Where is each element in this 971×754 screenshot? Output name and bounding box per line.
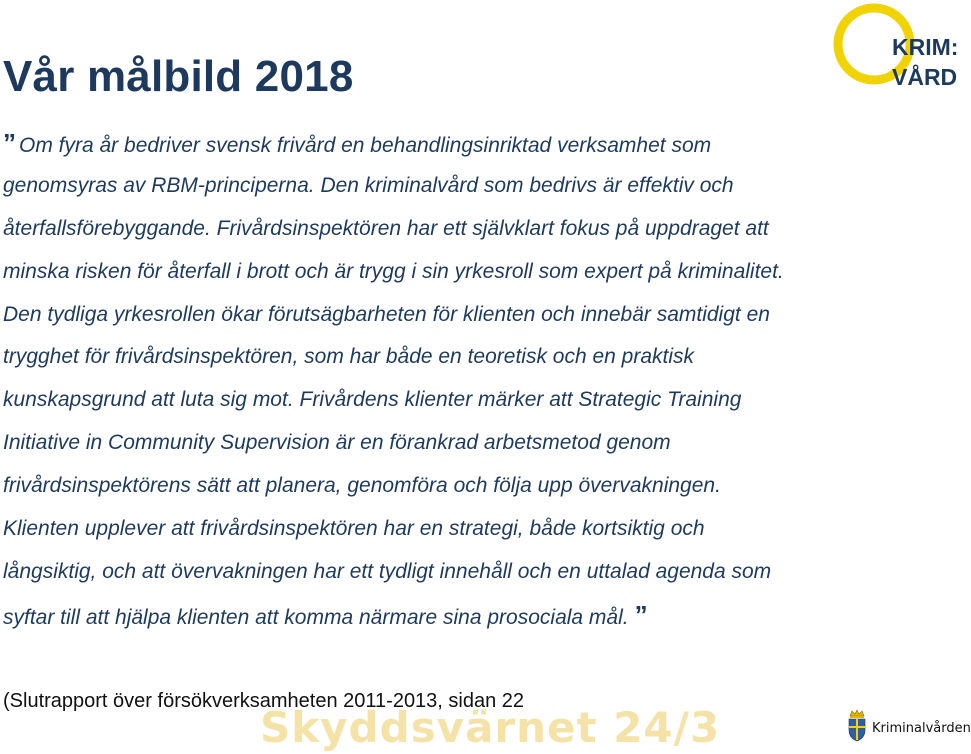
quote-line: genomsyras av RBM-principerna. Den kriminalvård som bedrivs är effektiv och: [3, 173, 734, 197]
close-quote-mark: ”: [634, 599, 648, 630]
logo-line-2: VÅRD: [892, 64, 958, 90]
quote-line: syftar till att hjälpa klienten att komma närmare sina prosociala mål. ”: [3, 599, 648, 630]
logo-line-1: KRIM:: [892, 34, 959, 60]
open-quote-mark: ”: [3, 128, 16, 158]
quote-line: Initiative in Community Supervision är en förankrad arbetsmetod genom: [3, 431, 671, 455]
quote-line: återfallsförebyggande. Frivårdsinspektören har ett självklart fokus på uppdraget att: [3, 216, 769, 240]
source-citation: (Slutrapport över försökverksamheten 2011-2013, sidan 22: [3, 690, 525, 712]
crown-crest-icon: [846, 708, 868, 742]
page-title: Vår målbild 2018: [3, 52, 354, 101]
quote-line: trygghet för frivårdsinspektören, som har både en teoretisk och en praktisk: [3, 345, 695, 369]
quote-line: frivårdsinspektörens sätt att planera, genomföra och följa upp övervakningen.: [3, 474, 721, 498]
krim-vard-logo: [832, 2, 959, 92]
footer-logo-text: Kriminalvården: [872, 721, 971, 736]
quote-line: långsiktig, och att övervakningen har ett tydligt innehåll och en uttalad agenda som: [3, 559, 772, 583]
quote-line: Klienten upplever att frivårdsinspektören har en strategi, både kortsiktig och: [3, 517, 705, 541]
watermark: Skyddsvärnet 24/3: [260, 703, 721, 752]
quote-line: Den tydliga yrkesrollen ökar förutsägbarheten för klienten och innebär samtidigt en: [3, 302, 770, 326]
quote-line: minska risken för återfall i brott och är trygg i sin yrkesroll som expert på kriminalitet.: [3, 259, 784, 283]
quote-line: kunskapsgrund att luta sig mot. Frivårdens klienter märker att Strategic Training: [3, 388, 742, 412]
quote-block: [3, 122, 948, 637]
quote-line: ” Om fyra år bedriver svensk frivård en behandlingsinriktad verksamhet som: [3, 128, 712, 158]
kriminalvarden-footer-logo: [846, 708, 971, 744]
